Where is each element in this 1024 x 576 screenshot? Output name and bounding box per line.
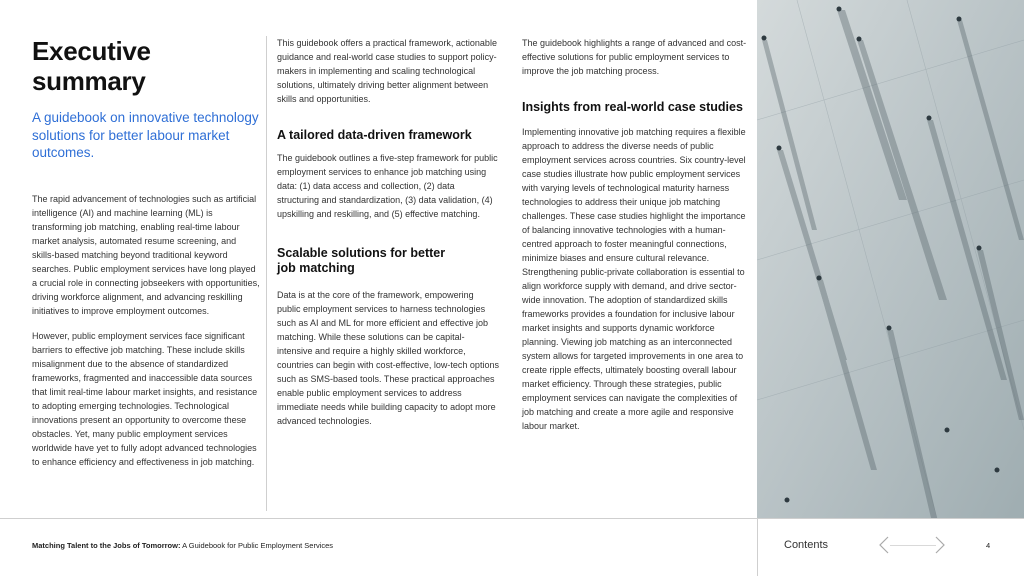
section-heading-tailored-framework: A tailored data-driven framework bbox=[277, 128, 472, 142]
footer-title-rest: A Guidebook for Public Employment Services bbox=[180, 541, 334, 550]
column-executive-summary bbox=[32, 36, 260, 469]
framework-intro-paragraph: This guidebook offers a practical framework, actionable guidance and real-world case studies to support policy-makers in implementing and scaling technological solutions, ultimately driving better alignment between skills and opportunities. bbox=[277, 38, 497, 104]
aerial-crowd-photo bbox=[757, 0, 1024, 518]
page-nav-track bbox=[890, 545, 936, 546]
chevron-right-icon bbox=[932, 535, 948, 555]
footer-vertical-divider bbox=[757, 518, 758, 576]
page-subtitle: A guidebook on innovative technology solutions for better labour market outcomes. bbox=[32, 110, 259, 160]
column-divider-1 bbox=[266, 36, 267, 511]
page-title-line1: Executive bbox=[32, 36, 151, 66]
contents-link[interactable]: Contents bbox=[784, 539, 829, 551]
summary-paragraph-1: The rapid advancement of technologies such as artificial intelligence (AI) and machine learning (ML) is transforming job matching, enabling real-time labour market analysis, automated resume screening, and skills-based matching beyond traditional keyword searches. Public employment services have long played a crucial role in connecting jobseekers with opportunities, driving workforce alignment, and advancing reskilling initiatives to improve employment outcomes. bbox=[32, 193, 260, 316]
case-studies-paragraph: Implementing innovative job matching requires a flexible approach to address the diverse needs of public employment services across countries. Six country-level case studies illustrate how public employment services with varying levels of technological maturity harness technologies to address their unique job matching challenges. These case studies highlight the importance of balancing innovative technologies with a human-centred approach to foster meaningful connections, minimize biases and ensure cultural relevance. Strengthening public-private collaboration is essential to align workforce supply with demand, and drive sector-wide innovation. The adoption of standardized skills frameworks provides a foundation for inclusive labour market insights and supports dynamic workforce planning. Viewing job matching as an interconnected system allows for targeted improvements in one area to create ripple effects, ultimately boosting overall labour market efficiency. Through these strategies, public employment services can navigate the complexities of job matching and create a more agile and responsive labour market. bbox=[522, 127, 746, 431]
framework-paragraph: The guidebook outlines a five-step framework for public employment services to enhance job matching using data: (1) data access and collection, (2) data structuring and standardization, (3) data validation, (4) upskilling and reskilling, and (5) effective matching. bbox=[277, 153, 498, 219]
next-page-button[interactable] bbox=[932, 535, 948, 555]
footer-title-bold: Matching Talent to the Jobs of Tomorrow: bbox=[32, 541, 181, 550]
section-heading-insights: Insights from real-world case studies bbox=[522, 100, 743, 114]
previous-page-button[interactable] bbox=[876, 535, 892, 555]
case-studies-intro-paragraph: The guidebook highlights a range of advanced and cost-effective solutions for public employment services to improve the job matching process. bbox=[522, 38, 747, 76]
aerial-crowd-illustration bbox=[757, 0, 1024, 518]
chevron-left-icon bbox=[876, 535, 892, 555]
page-title bbox=[32, 36, 260, 96]
scalable-heading-line1: Scalable solutions for better bbox=[277, 246, 446, 260]
scalable-solutions-paragraph: Data is at the core of the framework, empowering public employment services to harness technologies such as AI and ML for more efficient and effective job matching. While these solutions can be capital-intensive and require a highly skilled workforce, countries can begin with cost-effective, low-tech options such as SMS-based tools. These practical approaches enable public employment services to address immediate needs while building capacity to adopt more advanced technologies. bbox=[277, 290, 499, 426]
section-heading-scalable-solutions bbox=[277, 246, 499, 276]
scalable-heading-line2: job matching bbox=[277, 261, 355, 275]
column-case-studies bbox=[522, 36, 748, 433]
footer-divider bbox=[0, 518, 1024, 519]
footer-publication-title bbox=[32, 541, 333, 551]
column-framework bbox=[277, 36, 499, 428]
page-number: 4 bbox=[986, 541, 991, 550]
page-title-line2: summary bbox=[32, 66, 146, 96]
summary-paragraph-2: However, public employment services face significant barriers to effective job matching. These include skills misalignment due to the absence of standardized frameworks, fragmented and inaccessible data sources that limit real-time labour market insights, and resistance to adopting emerging technologies. Technological innovations present an opportunity to overcome these obstacles. Yet, many public employment services worldwide have yet to fully adopt advanced technologies to enhance efficiency and effectiveness in job matching. bbox=[32, 330, 258, 467]
